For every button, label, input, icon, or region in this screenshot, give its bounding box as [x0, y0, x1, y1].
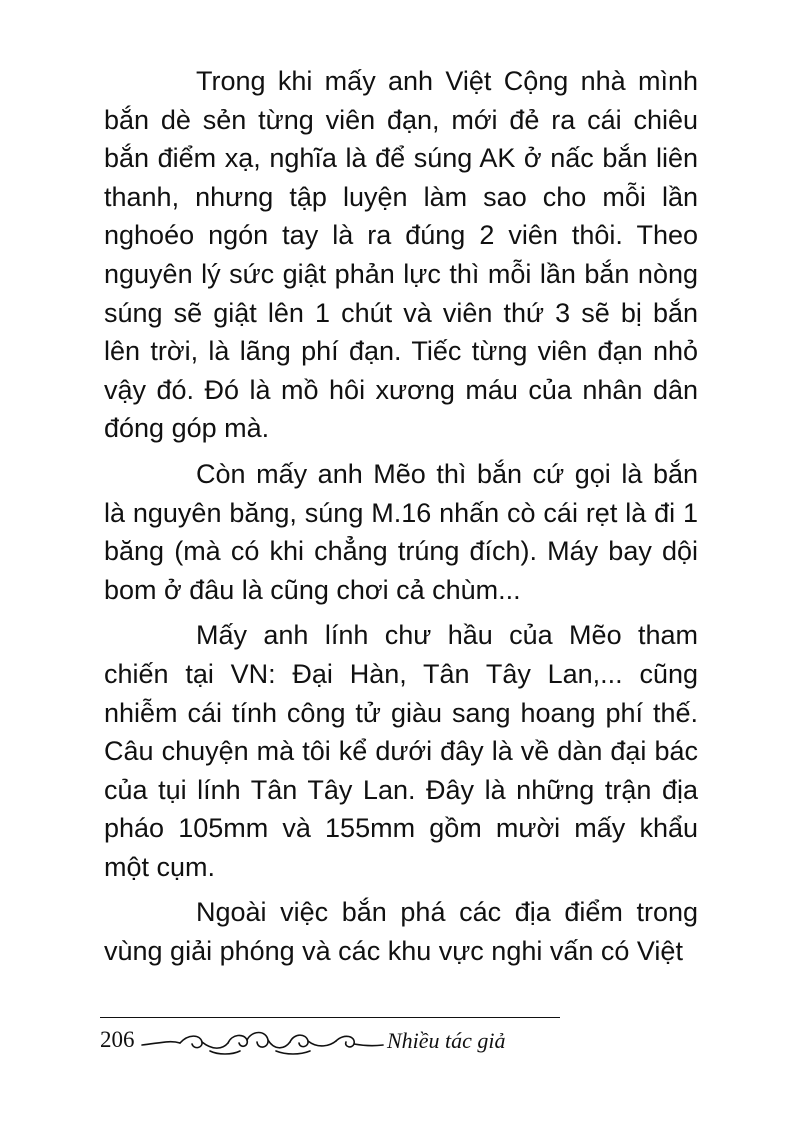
paragraph-4: Ngoài việc bắn phá các địa điểm trong vùng giải phóng và các khu vực nghi vấn có Việt: [104, 897, 698, 967]
page-footer: [100, 1016, 560, 1066]
paragraph-2: Còn mấy anh Mẽo thì bắn cứ gọi là bắn là nguyên băng, súng M.16 nhấn cò cái rẹt là đi 1 băng (mà có khi chẳng trúng đích). Máy bay dội bom ở đâu là cũng chơi cả chùm...: [104, 458, 698, 605]
page-number: 206: [100, 1027, 135, 1052]
page-body: [104, 62, 698, 978]
footer-rule: [100, 1017, 560, 1018]
book-title: Nhiều tác giả: [387, 1028, 506, 1053]
paragraph-1: Trong khi mấy anh Việt Cộng nhà mình bắn dè sẻn từng viên đạn, mới đẻ ra cái chiêu bắn điểm xạ, nghĩa là để súng AK ở nấc bắn liên thanh, nhưng tập luyện làm sao cho mỗi lần nghoéo ngón tay là ra đúng 2 viên thôi. Theo nguyên lý sức giật phản lực thì mỗi lần bắn nòng súng sẽ giật lên 1 chút và viên thứ 3 sẽ bị bắn lên trời, là lãng phí đạn. Tiếc từng viên đạn nhỏ vậy đó. Đó là mồ hôi xương máu của nhân dân đóng góp mà.: [104, 66, 698, 444]
scroll-flourish-icon: [140, 1024, 385, 1058]
paragraph-3: Mấy anh lính chư hầu của Mẽo tham chiến tại VN: Đại Hàn, Tân Tây Lan,... cũng nhiễm cái tính công tử giàu sang hoang phí thế. Câu chuyện mà tôi kể dưới đây là về dàn đại bác của tụi lính Tân Tây Lan. Đây là những trận địa pháo 105mm và 155mm gồm mười mấy khẩu một cụm.: [104, 620, 698, 882]
